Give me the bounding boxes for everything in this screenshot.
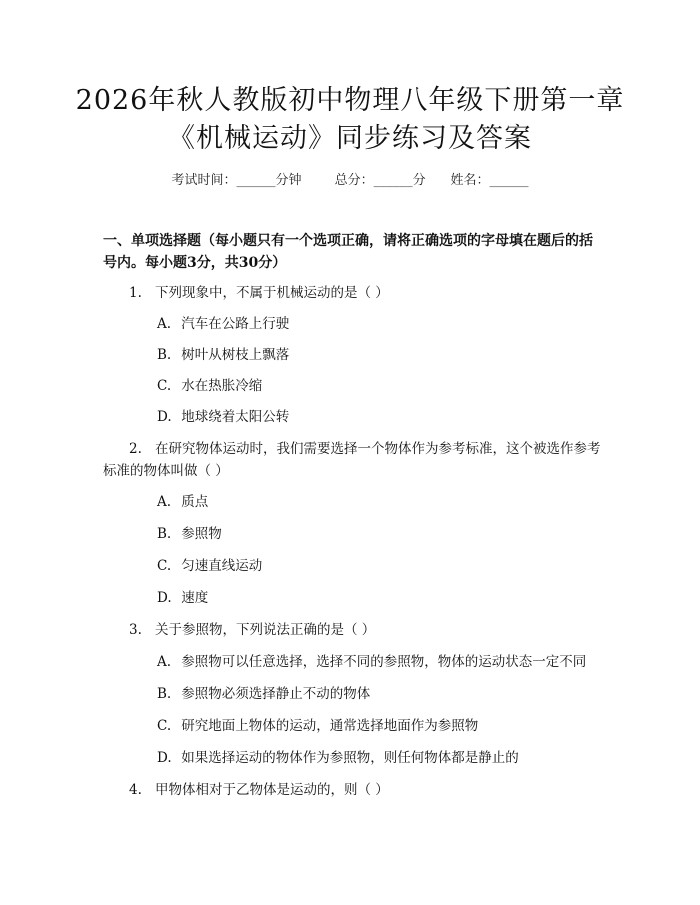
option-text: 研究地面上物体的运动，通常选择地面作为参照物 — [181, 718, 479, 734]
option-letter: A. — [157, 494, 172, 510]
option-2d — [157, 588, 597, 608]
option-1a — [157, 314, 597, 334]
option-letter: D. — [157, 590, 172, 606]
option-3b — [157, 684, 597, 704]
option-text: 匀速直线运动 — [181, 558, 263, 574]
question-4 — [103, 779, 603, 801]
option-letter: C. — [157, 718, 172, 734]
question-text: 在研究物体运动时，我们需要选择一个物体作为参考标准，这个被选作参考标准的物体叫做（ ） — [103, 441, 601, 479]
option-3c — [157, 716, 597, 736]
option-letter: D. — [157, 409, 172, 425]
question-text: 关于参照物，下列说法正确的是（ ） — [155, 622, 376, 638]
name-field: 姓名：______ — [450, 173, 529, 188]
document-title-line2: 《机械运动》同步练习及答案 — [168, 123, 532, 154]
question-text: 甲物体相对于乙物体是运动的，则（ ） — [155, 782, 389, 798]
option-1c — [157, 376, 597, 396]
document-title-line1: 2026年秋人教版初中物理八年级下册第一章 — [75, 85, 625, 116]
option-letter: C. — [157, 558, 172, 574]
question-number: 1. — [129, 285, 142, 301]
option-3d — [157, 748, 597, 768]
option-letter: B. — [157, 526, 172, 542]
question-number: 3. — [129, 622, 142, 638]
option-1d — [157, 407, 597, 427]
option-text: 地球绕着太阳公转 — [181, 409, 290, 425]
question-1 — [103, 282, 603, 304]
option-text: 水在热胀冷缩 — [181, 378, 263, 394]
option-2b — [157, 524, 597, 544]
option-text: 质点 — [181, 494, 209, 510]
question-3 — [103, 619, 603, 641]
option-text: 树叶从树枝上飘落 — [181, 347, 290, 363]
total-score-field: 总分：______分 — [334, 173, 426, 188]
option-text: 速度 — [181, 590, 209, 606]
section-heading: 一、单项选择题（每小题只有一个选项正确，请将正确选项的字母填在题后的括号内。每小题3分，共30分） — [103, 233, 593, 271]
option-2a — [157, 492, 597, 512]
option-text: 如果选择运动的物体作为参照物，则任何物体都是静止的 — [181, 750, 519, 766]
option-letter: B. — [157, 347, 172, 363]
option-text: 参照物可以任意选择，选择不同的参照物，物体的运动状态一定不同 — [181, 654, 587, 670]
option-letter: D. — [157, 750, 172, 766]
option-letter: A. — [157, 654, 172, 670]
option-text: 参照物必须选择静止不动的物体 — [181, 686, 371, 702]
option-2c — [157, 556, 597, 576]
option-letter: A. — [157, 316, 172, 332]
exam-time-field: 考试时间：______分钟 — [171, 173, 302, 188]
option-text: 汽车在公路上行驶 — [181, 316, 290, 332]
question-number: 2. — [129, 441, 142, 457]
option-letter: C. — [157, 378, 172, 394]
option-text: 参照物 — [181, 526, 222, 542]
exam-info — [0, 169, 700, 188]
option-3a — [157, 652, 597, 672]
option-1b — [157, 345, 597, 365]
question-2 — [103, 438, 603, 482]
option-letter: B. — [157, 686, 172, 702]
question-text: 下列现象中，不属于机械运动的是（ ） — [155, 285, 389, 301]
question-number: 4. — [129, 782, 142, 798]
